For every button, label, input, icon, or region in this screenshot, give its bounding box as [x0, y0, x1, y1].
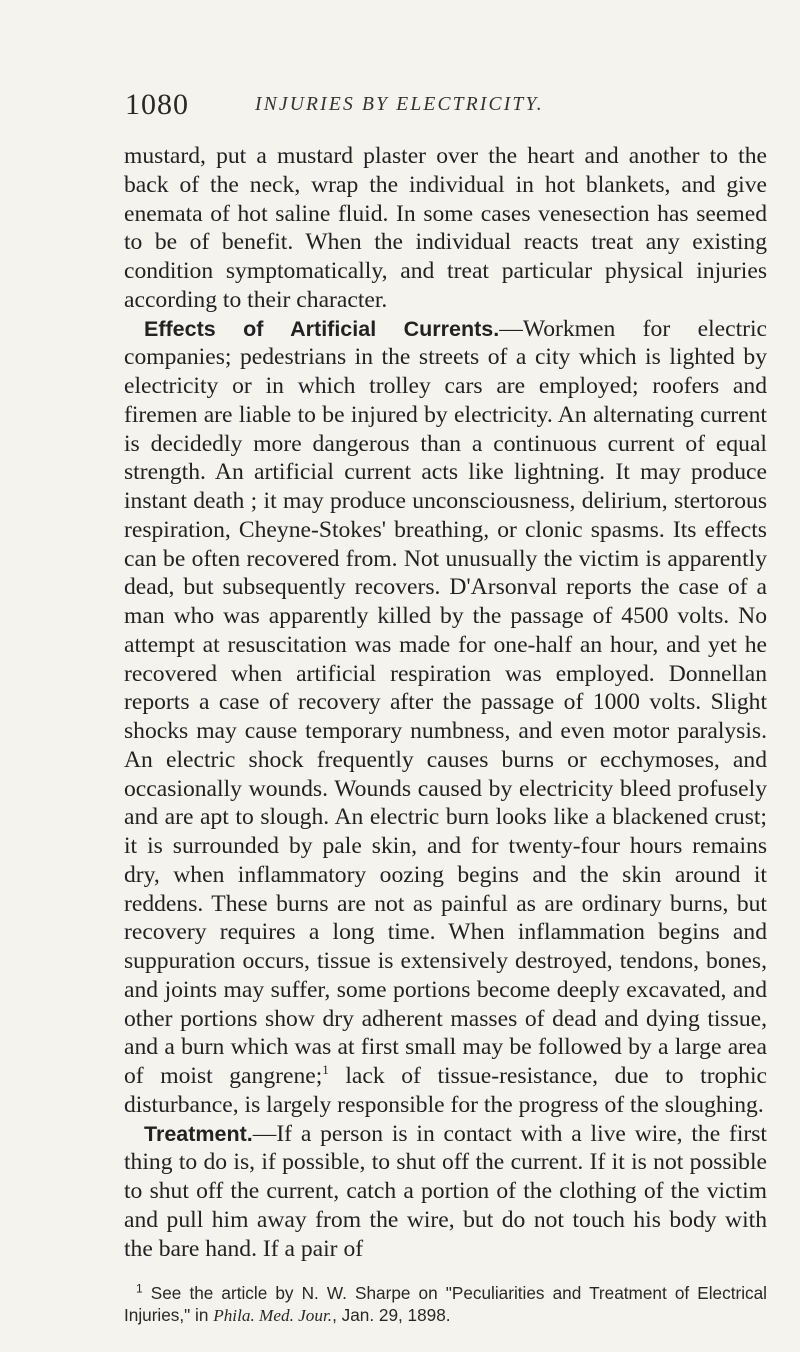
footnote-text-before: See the article by N. W. Sharpe on "Peculiarities and Treatment of Electrical Injuries," in	[124, 1283, 767, 1325]
footnote-marker: 1	[136, 1281, 143, 1296]
body-text	[124, 142, 767, 1263]
footnote	[124, 1282, 767, 1327]
paragraph-2-text: —Workmen for electric companies; pedestrians in the streets of a city which is lighted by electricity or in which trolley cars are employed; roofers and firemen are liable to be injured by electricity. An alternating current is decidedly more dangerous than a continuous current of equal strength. An artificial current acts like lightning. It may produce instant death ; it may produce unconsciousness, delirium, stertorous respiration, Cheyne-Stokes' breathing, or clonic spasms. Its effects can be often recovered from. Not unusually the victim is apparently dead, but subsequently recovers. D'Arsonval reports the case of a man who was apparently killed by the passage of 4500 volts. No attempt at resuscitation was made for one-half an hour, and yet he recovered when artificial respiration was employed. Donnellan reports a case of recovery after the passage of 1000 volts. Slight shocks may cause temporary numbness, and even motor paralysis. An electric shock frequently causes burns or ecchymoses, and occasionally wounds. Wounds caused by electricity bleed profusely and are apt to slough. An electric burn looks like a blackened crust; it is surrounded by pale skin, and for twenty-four hours remains dry, when inflammatory oozing begins and the skin around it reddens. These burns are not as painful as are ordinary burns, but recovery requires a long time. When inflammation begins and suppuration occurs, tissue is extensively destroyed, tendons, bones, and joints may suffer, some portions become deeply excavated, and other portions show dry adherent masses of dead and dying tissue, and a burn which was at first small may be followed by a large area of moist gangrene;	[124, 315, 768, 1089]
paragraph-effects	[124, 315, 767, 1120]
footnote-text-after: , Jan. 29, 1898.	[332, 1305, 451, 1325]
running-head: INJURIES BY ELECTRICITY.	[255, 94, 544, 115]
paragraph-3-text: —If a person is in contact with a live wire, the first thing to do is, if possible, to shut off the current. If it is not possible to shut off the current, catch a portion of the clothing of the victim and pull him away from the wire, but do not touch his body with the bare hand. If a pair of	[124, 1120, 767, 1262]
page-number: 1080	[125, 88, 189, 121]
section-heading-effects: Effects of Artificial Currents.	[144, 316, 500, 341]
page-header	[125, 88, 765, 128]
footnote-reference: 1	[322, 1062, 329, 1078]
footnote-paragraph	[124, 1282, 767, 1327]
paragraph-treatment	[124, 1120, 767, 1264]
paragraph-1-text: mustard, put a mustard plaster over the heart and another to the back of the neck, wrap the individual in hot blankets, and give enemata of hot saline fluid. In some cases venesection has seemed to be of benefit. When the individual reacts treat any existing condition symptomatically, and treat particular physical injuries according to their character.	[124, 143, 767, 313]
paragraph-2-tail: lack of tissue-resistance, due to trophic disturbance, is largely responsible for the progress of the sloughing.	[124, 1063, 767, 1118]
paragraph-continued	[124, 142, 767, 315]
footnote-journal: Phila. Med. Jour.	[213, 1306, 333, 1325]
section-heading-treatment: Treatment.	[144, 1121, 253, 1146]
